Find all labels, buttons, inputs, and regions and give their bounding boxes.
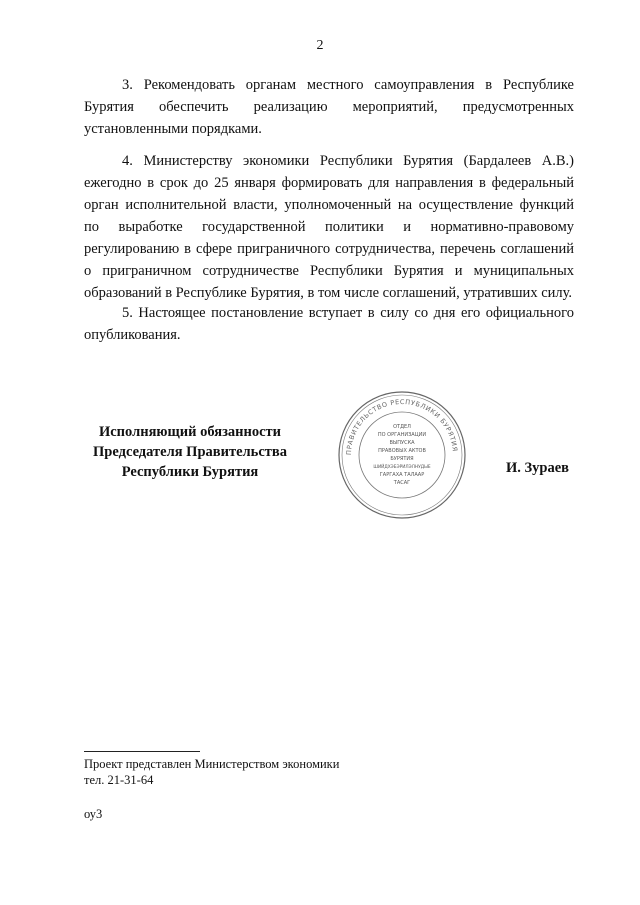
seal-line-3: ВЫПУСКА <box>389 440 415 446</box>
signatory-title <box>80 422 300 482</box>
paragraph-4: 4. Министерству экономики Республики Бурятия (Бардалеев А.В.) ежегодно в срок до 25 января формировать для направления в федеральный орган исполнительной власти, уполномоченный на осуществление функций по выработке государственной политики и нормативно-правовому регулированию в сфере приграничного сотрудничества, перечень соглашений о приграничном сотрудничестве Республики Бурятия и муниципальных образований в Республике Бурятия, в том числе соглашений, утративших силу. <box>84 153 574 301</box>
seal-line-7: ГАРГАХА ТАЛААР <box>379 472 425 478</box>
seal-line-2: ПО ОРГАНИЗАЦИИ <box>377 432 427 438</box>
footnote-divider <box>84 751 200 752</box>
seal-line-8: ТАСАГ <box>393 480 411 486</box>
official-seal <box>337 390 467 520</box>
signatory-line-2: Председателя Правительства <box>93 444 287 460</box>
signatory-line-1: Исполняющий обязанности <box>98 424 282 440</box>
footnote <box>84 756 339 788</box>
document-code: оу3 <box>84 807 103 821</box>
seal-line-6: ШИЙДХЭБЭРИЛЭЛНУДЫЕ <box>373 465 431 470</box>
seal-ring-text: ПРАВИТЕЛЬСТВО РЕСПУБЛИКИ БУРЯТИЯ <box>344 397 459 456</box>
signatory-name: И. Зураев <box>506 460 570 476</box>
paragraph-5: 5. Настоящее постановление вступает в силу со дня его официального опубликования. <box>84 305 574 343</box>
footnote-line-1: Проект представлен Министерством экономики <box>84 757 340 771</box>
footnote-line-2: тел. 21-31-64 <box>84 773 154 787</box>
page-number: 2 <box>316 38 324 53</box>
seal-line-5: БУРЯТИЯ <box>390 456 414 462</box>
seal-line-4: ПРАВОВЫХ АКТОВ <box>378 448 426 454</box>
seal-line-1: ОТДЕЛ <box>393 424 411 430</box>
paragraph-3: 3. Рекомендовать органам местного самоуправления в Республике Бурятия обеспечить реализацию мероприятий, предусмотренных установленными порядками. <box>84 77 574 137</box>
signatory-line-3: Республики Бурятия <box>121 464 259 480</box>
